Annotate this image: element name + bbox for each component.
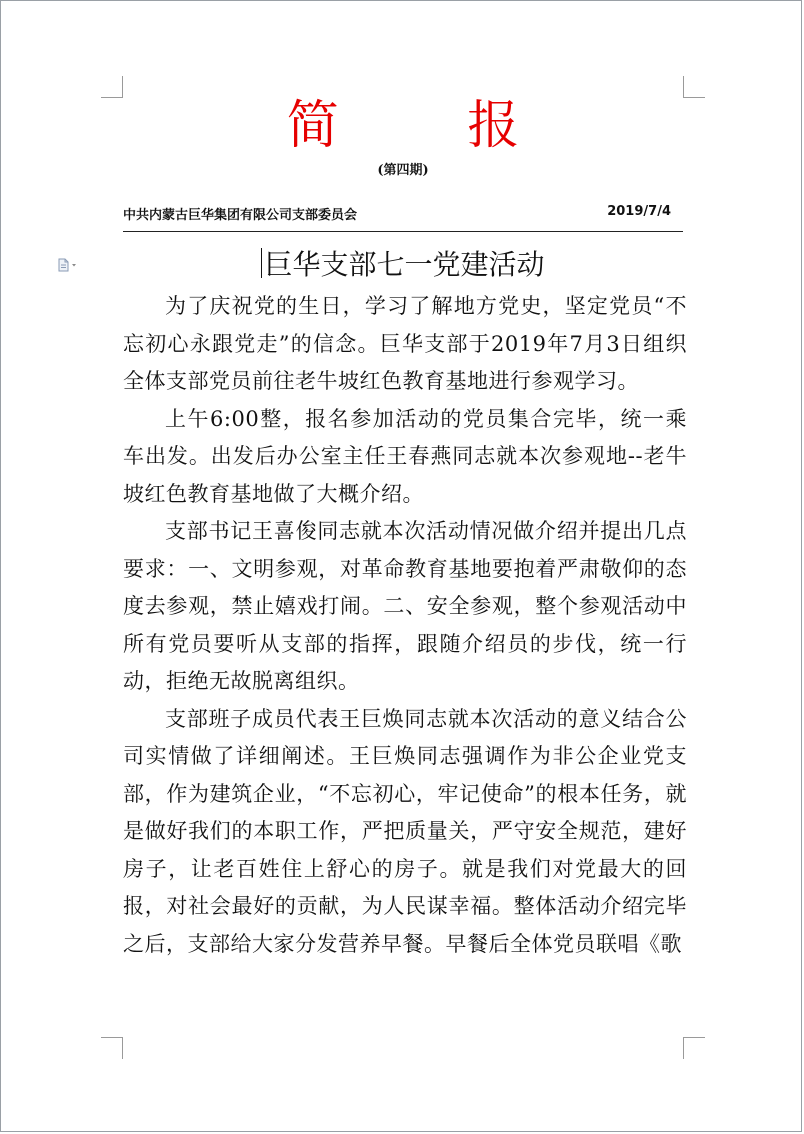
masthead-title: 简 报 xyxy=(286,96,576,156)
header-divider xyxy=(123,231,683,232)
crop-mark-top-right xyxy=(683,76,705,98)
crop-mark-bottom-left xyxy=(101,1037,123,1059)
issue-date: 2019/7/4 xyxy=(607,204,671,219)
organization-name: 中共内蒙古巨华集团有限公司支部委员会 xyxy=(123,208,358,223)
text-cursor xyxy=(261,248,262,278)
header-line xyxy=(123,204,683,224)
issue-number: (第四期) xyxy=(377,163,429,178)
crop-mark-top-left xyxy=(101,76,123,98)
paragraph: 支部班子成员代表王巨焕同志就本次活动的意义结合公司实情做了详细阐述。王巨焕同志强调作为非公企业党支部，作为建筑企业，“不忘初心，牢记使命”的根本任务，就是做好我们的本职工作，严把质量关，严守安全规范，建好房子，让老百姓住上舒心的房子。就是我们对党最大的回报，对社会最好的贡献，为人民谋幸福。整体活动介绍完毕之后，支部给大家分发营养早餐。早餐后全体党员联唱《歌 xyxy=(123,706,687,956)
article-title-text: 巨华支部七一党建活动 xyxy=(264,248,545,281)
paragraph: 上午6:00整，报名参加活动的党员集合完毕，统一乘车出发。出发后办公室主任王春燕同志就本次参观地--老牛坡红色教育基地做了大概介绍。 xyxy=(123,406,687,506)
crop-mark-bottom-right xyxy=(683,1037,705,1059)
article-body[interactable] xyxy=(123,288,687,963)
article-title[interactable] xyxy=(1,245,804,285)
paragraph: 支部书记王喜俊同志就本次活动情况做介绍并提出几点要求：一、文明参观，对革命教育基地要抱着严肃敬仰的态度去参观，禁止嬉戏打闹。二、安全参观，整个参观活动中所有党员要听从支部的指挥，跟随介绍员的步伐，统一行动，拒绝无故脱离组织。 xyxy=(123,519,687,693)
paragraph: 为了庆祝党的生日，学习了解地方党史，坚定党员“不忘初心永跟党走”的信念。巨华支部于2019年7月3日组织全体支部党员前往老牛坡红色教育基地进行参观学习。 xyxy=(123,294,687,393)
